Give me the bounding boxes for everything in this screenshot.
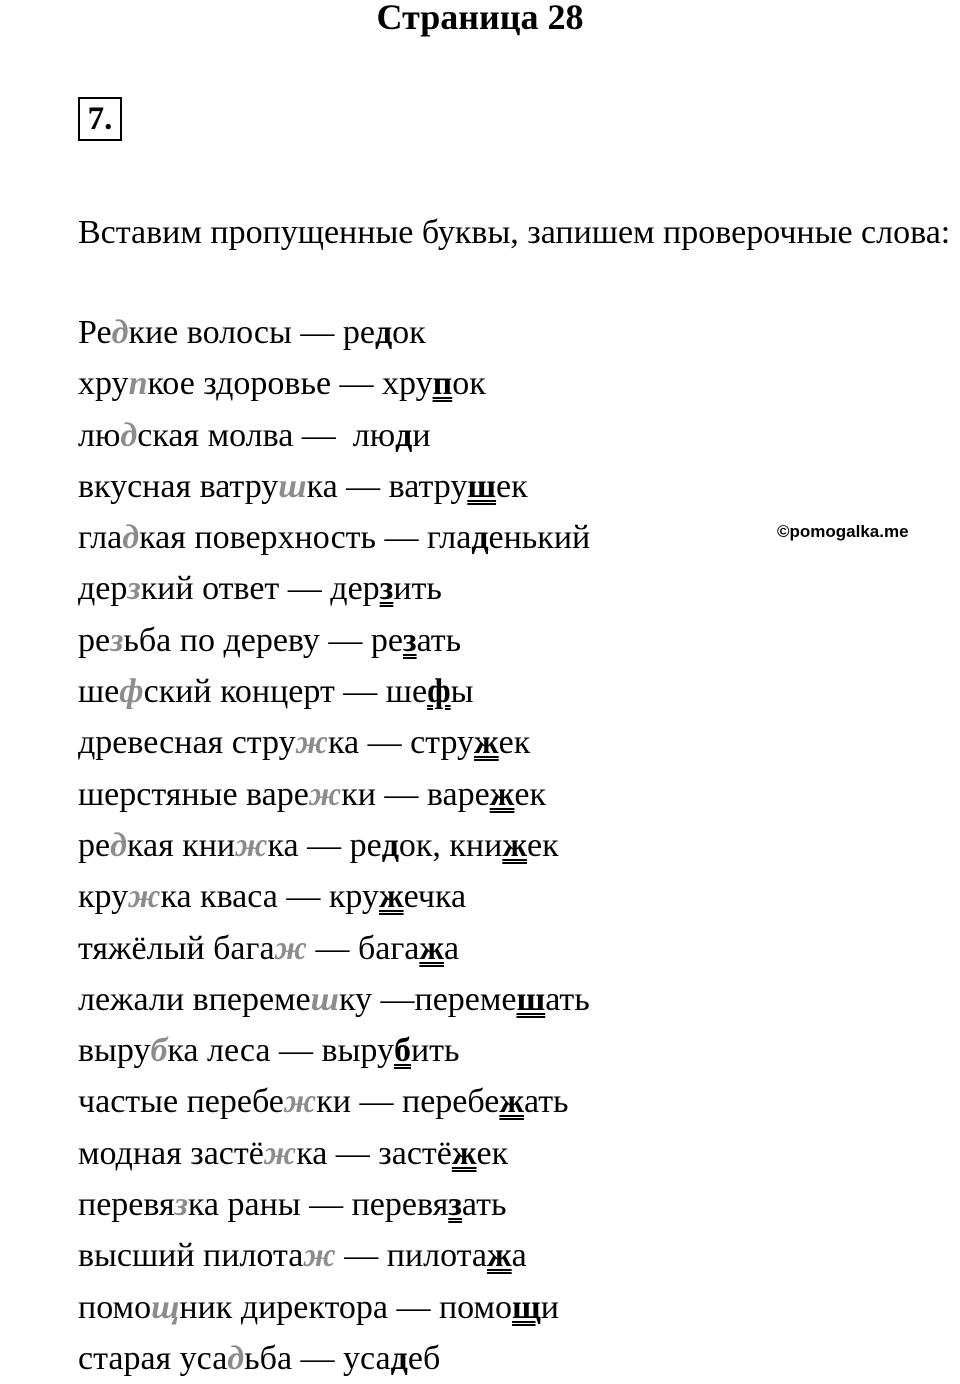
word-text: ре	[78, 621, 111, 659]
word-text: и	[412, 416, 431, 454]
check-letter: з	[448, 1186, 462, 1224]
word-line	[78, 307, 590, 358]
word-text: ечка	[403, 878, 467, 916]
word-text: ки — перебе	[316, 1083, 500, 1121]
word-text: ек	[496, 467, 528, 505]
word-text: Ре	[78, 314, 112, 351]
word-text: еб	[407, 1339, 441, 1377]
check-letter: ж	[474, 724, 499, 762]
word-text: ить	[410, 1032, 460, 1070]
word-text: кая кни	[126, 826, 236, 864]
word-text: модная застё	[78, 1134, 264, 1172]
check-letter: д	[381, 826, 399, 864]
word-line	[78, 1076, 590, 1127]
word-text: перевя	[78, 1186, 175, 1224]
word-text: ек	[476, 1134, 509, 1172]
inserted-letter: ж	[303, 1237, 336, 1275]
word-text: древесная стру	[78, 724, 296, 762]
word-text: помо	[78, 1288, 152, 1326]
inserted-letter: б	[150, 1032, 168, 1070]
inserted-letter: з	[110, 621, 124, 659]
check-letter: ш	[467, 467, 497, 505]
word-text: енький	[488, 519, 591, 557]
check-letter: ж	[502, 826, 527, 864]
word-line	[78, 666, 590, 717]
word-text: ше	[78, 673, 120, 711]
intro-text: Вставим пропущенные буквы, запишем проверочные слова:	[78, 214, 951, 251]
check-letter: з	[402, 621, 417, 659]
word-text: — бага	[306, 929, 420, 967]
word-text: ская молва — лю	[137, 416, 396, 454]
word-text: ы	[450, 673, 474, 711]
check-letter: ж	[499, 1083, 524, 1121]
inserted-letter: д	[111, 314, 129, 351]
word-text: ать	[461, 1186, 507, 1224]
word-list	[78, 307, 590, 1384]
word-text: лю	[78, 416, 121, 454]
word-line	[78, 871, 590, 922]
word-text: ать	[523, 1083, 569, 1121]
word-text: ок, кни	[398, 826, 503, 864]
word-text: ре	[78, 826, 111, 864]
word-text: ьба по дереву — ре	[123, 621, 403, 659]
word-line	[78, 1179, 590, 1230]
page-title: Страница 28	[376, 0, 584, 37]
word-text: ский концерт — ше	[143, 673, 428, 711]
word-line	[78, 461, 590, 512]
word-line	[78, 1333, 590, 1384]
inserted-letter: п	[128, 365, 148, 403]
word-text: ать	[416, 621, 462, 659]
watermark: ©pomogalka.me	[777, 522, 909, 541]
word-text: кие волосы — ре	[128, 314, 375, 351]
word-line	[78, 410, 590, 461]
word-line	[78, 974, 590, 1025]
word-text: ок	[392, 314, 426, 351]
word-text: а	[444, 929, 460, 967]
check-letter: д	[471, 519, 489, 557]
check-letter: щ	[512, 1288, 541, 1326]
word-text: ка — застё	[296, 1134, 452, 1172]
word-text: шерстяные варе	[78, 775, 309, 813]
word-text: лежали впереме	[78, 980, 311, 1018]
inserted-letter: ж	[274, 929, 307, 967]
word-text: ок	[452, 365, 486, 403]
check-letter: з	[379, 570, 394, 608]
word-line	[78, 769, 590, 820]
word-text: старая уса	[78, 1339, 228, 1377]
word-text: ать	[545, 980, 590, 1018]
check-letter: п	[432, 365, 453, 403]
check-letter: д	[374, 314, 393, 351]
word-line	[78, 1282, 590, 1333]
inserted-letter: ж	[283, 1083, 317, 1121]
check-letter: д	[395, 416, 413, 454]
word-text: ка кваса — кру	[160, 878, 379, 916]
check-letter: д	[390, 1339, 408, 1377]
word-text: тяжёлый бага	[78, 929, 275, 967]
word-text: гла	[78, 519, 123, 557]
word-text: вкусная ватру	[78, 467, 279, 505]
word-text: ка леса — выру	[167, 1032, 394, 1070]
check-letter: ф	[427, 673, 451, 711]
word-text: частые перебе	[78, 1083, 284, 1121]
word-text: ьба — уса	[244, 1339, 391, 1377]
word-line	[78, 1025, 590, 1076]
inserted-letter: з	[174, 1186, 188, 1224]
word-text: высший пилота	[78, 1237, 304, 1275]
word-line	[78, 820, 590, 871]
word-line	[78, 923, 590, 974]
check-letter: ж	[487, 1237, 512, 1275]
word-text: — пилота	[335, 1237, 487, 1275]
inserted-letter: ф	[119, 673, 144, 711]
inserted-letter: ш	[278, 467, 307, 505]
word-text: ник директора — помо	[179, 1288, 513, 1326]
word-text: ек	[498, 724, 531, 762]
word-text: ек	[526, 826, 559, 864]
inserted-letter: д	[122, 519, 140, 557]
word-line	[78, 563, 590, 614]
word-text: дер	[78, 570, 128, 608]
word-line	[78, 1128, 590, 1179]
check-letter: ж	[419, 929, 445, 967]
inserted-letter: ж	[235, 826, 268, 864]
inserted-letter: ш	[310, 980, 339, 1018]
word-line	[78, 717, 590, 768]
inserted-letter: ж	[263, 1134, 297, 1172]
check-letter: ж	[451, 1134, 477, 1172]
word-text: ек	[514, 775, 546, 813]
word-text: кру	[78, 878, 129, 916]
word-line	[78, 512, 590, 563]
word-text: а	[511, 1237, 527, 1275]
word-text: ка раны — перевя	[187, 1186, 449, 1224]
word-text: и	[540, 1288, 559, 1326]
word-text: кое здоровье — хру	[147, 365, 433, 403]
inserted-letter: д	[120, 416, 138, 454]
inserted-letter: д	[227, 1339, 245, 1377]
word-text: ка — стру	[328, 724, 475, 762]
word-text: ка — ватру	[306, 467, 468, 505]
inserted-letter: д	[110, 826, 127, 864]
inserted-letter: ж	[128, 878, 161, 916]
word-text: хру	[78, 365, 129, 403]
word-text: ки — варе	[341, 775, 490, 813]
word-text: ку —переме	[338, 980, 517, 1018]
inserted-letter: ж	[308, 775, 342, 813]
inserted-letter: з	[127, 570, 141, 608]
inserted-letter: ж	[295, 724, 328, 762]
task-number-box: 7.	[78, 97, 122, 141]
check-letter: ж	[378, 878, 404, 916]
word-text: ить	[393, 570, 442, 608]
word-text: кая поверхность — гла	[139, 519, 472, 557]
check-letter: ж	[489, 775, 515, 813]
word-line	[78, 615, 590, 666]
check-letter: б	[393, 1032, 411, 1070]
check-letter: ш	[516, 980, 546, 1018]
word-text: ка — ре	[267, 826, 382, 864]
word-text: кий ответ — дер	[140, 570, 380, 608]
word-line	[78, 358, 590, 409]
word-line	[78, 1230, 590, 1281]
inserted-letter: щ	[151, 1288, 180, 1326]
word-text: выру	[78, 1032, 151, 1070]
